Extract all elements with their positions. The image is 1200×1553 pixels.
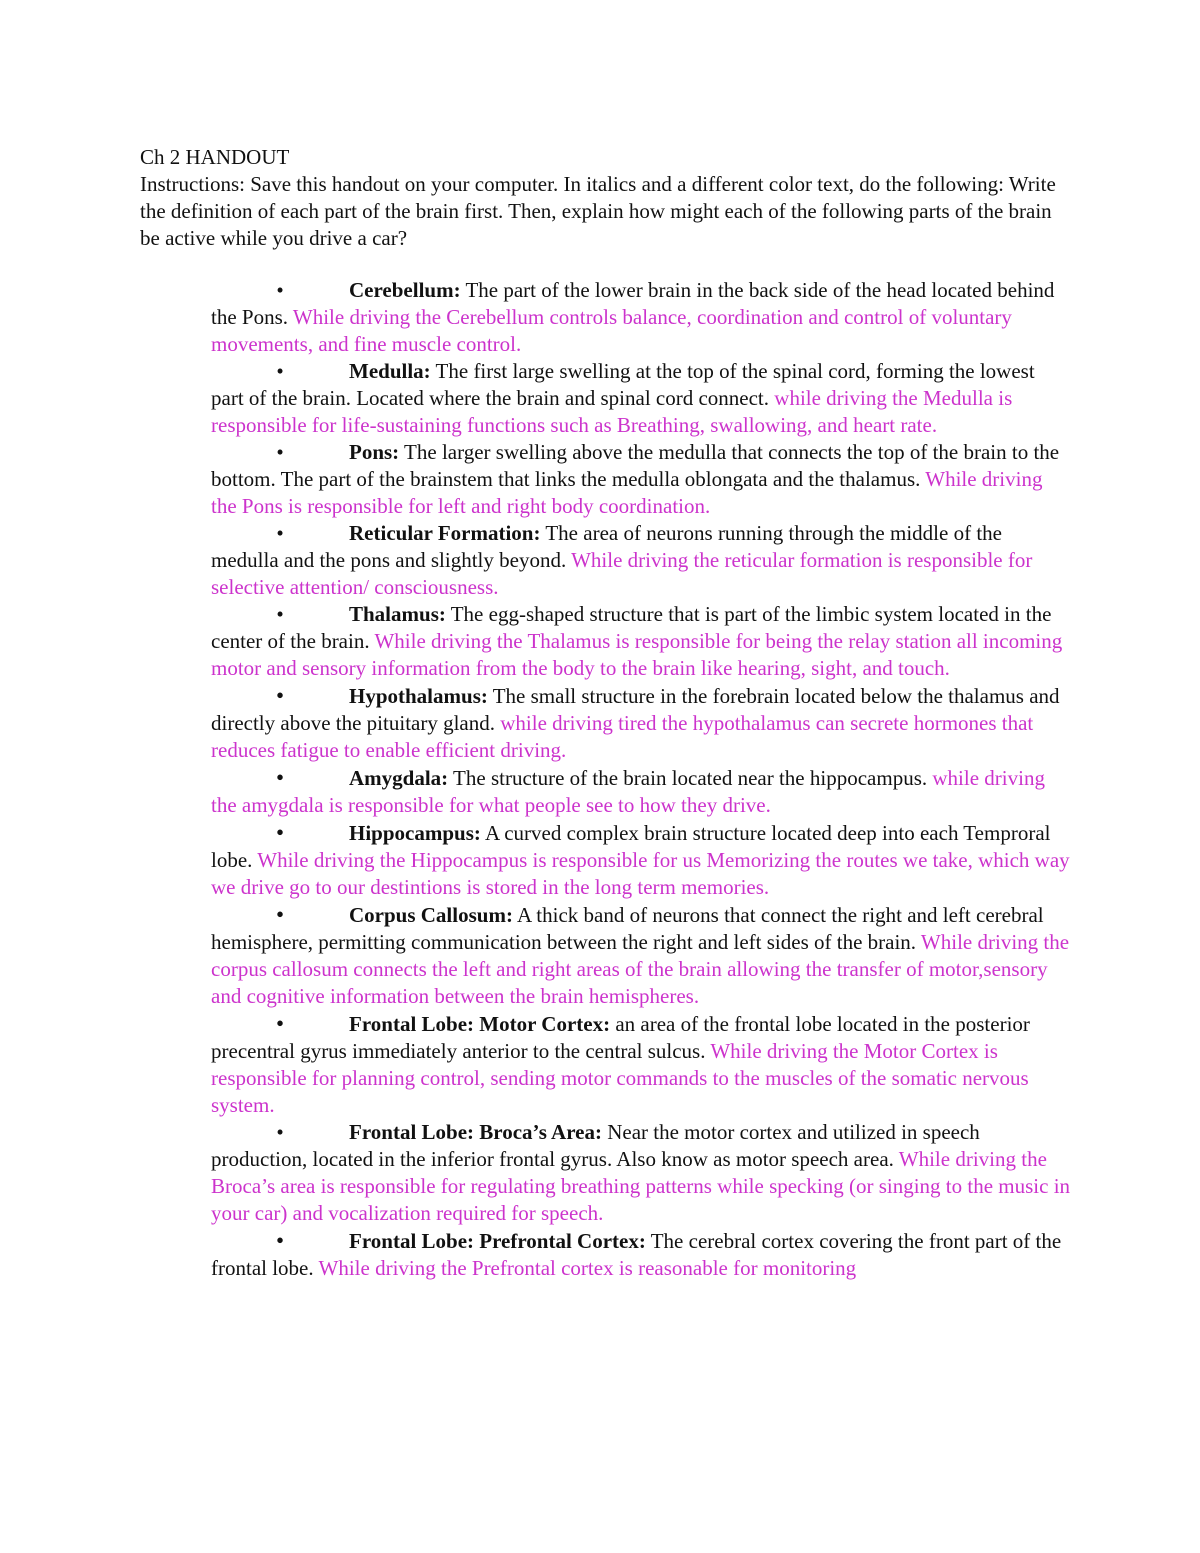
brain-part-definition: The cerebral cortex covering the front part of the frontal lobe. — [211, 1229, 1062, 1280]
driving-explanation: While driving the Thalamus is responsible for being the relay station all incoming motor and sensory information from the body to the brain like hearing, sight, and touch. — [211, 629, 1063, 680]
brain-part-term: Reticular Formation: — [349, 521, 541, 545]
bullet-icon: • — [276, 1120, 284, 1144]
driving-explanation: While driving the Cerebellum controls balance, coordination and control of voluntary movements, and fine muscle control. — [211, 305, 1012, 356]
driving-explanation: While driving the Broca’s area is responsible for regulating breathing patterns while specking (or singing to the music in your car) and vocalization required for speech. — [211, 1147, 1071, 1225]
driving-explanation: while driving tired the hypothalamus can secrete hormones that reduces fatigue to enable efficient driving. — [211, 711, 1034, 762]
driving-explanation: While driving the Motor Cortex is responsible for planning control, sending motor commands to the muscles of the somatic nervous system. — [211, 1039, 1029, 1117]
brain-part-term: Hypothalamus: — [349, 684, 488, 708]
brain-part-definition: A curved complex brain structure located deep into each Temproral lobe. — [211, 821, 1051, 872]
brain-part-definition: The part of the lower brain in the back side of the head located behind the Pons. — [211, 278, 1055, 329]
list-item — [211, 1119, 1071, 1227]
driving-explanation: While driving the reticular formation is responsible for selective attention/ consciousness. — [211, 548, 1033, 599]
driving-explanation: While driving the Prefrontal cortex is reasonable for monitoring — [313, 1256, 857, 1280]
bullet-icon: • — [275, 902, 285, 927]
brain-part-definition: The small structure in the forebrain located below the thalamus and directly above the pituitary gland. — [211, 684, 1060, 735]
list-item — [211, 1010, 1071, 1119]
brain-part-definition: The area of neurons running through the middle of the medulla and the pons and slightly beyond. — [211, 521, 1002, 572]
brain-part-term: Frontal Lobe: Prefrontal Cortex: — [349, 1229, 646, 1253]
brain-part-term: Medulla: — [349, 359, 431, 383]
brain-part-definition: The structure of the brain located near the hippocampus. — [448, 766, 928, 790]
bullet-icon: • — [276, 602, 284, 626]
driving-explanation: while driving the Medulla is responsible for life-sustaining functions such as Breathing, swallowing, and heart rate. — [211, 386, 1013, 437]
list-item — [211, 819, 1071, 901]
bullet-icon: • — [276, 278, 284, 302]
brain-part-definition: an area of the frontal lobe located in the posterior precentral gyrus immediately anterior to the central sulcus. — [211, 1012, 1030, 1063]
bullet-icon: • — [276, 521, 284, 545]
bullet-icon: • — [275, 1011, 285, 1036]
bullet-icon: • — [276, 359, 284, 383]
list-item — [211, 277, 1071, 358]
driving-explanation: while driving the amygdala is responsible for what people see to how they drive. — [211, 766, 1045, 817]
brain-part-definition: Near the motor cortex and utilized in speech production, located in the inferior frontal gyrus. Also know as motor speech area. — [211, 1120, 980, 1171]
brain-part-term: Hippocampus: — [349, 821, 481, 845]
brain-parts-list — [211, 277, 1071, 1282]
bullet-icon: • — [275, 765, 285, 790]
brain-part-term: Pons: — [349, 440, 400, 464]
list-item — [211, 601, 1071, 682]
brain-part-term: Cerebellum: — [349, 278, 461, 302]
handout-title: Ch 2 HANDOUT — [140, 145, 290, 169]
brain-part-definition: A thick band of neurons that connect the right and left cerebral hemisphere, permitting communication between the right and left sides of the brain. — [211, 903, 1044, 954]
brain-part-term: Frontal Lobe: Broca’s Area: — [349, 1120, 602, 1144]
handout-instructions: Instructions: Save this handout on your computer. In italics and a different color text, do the following: Write the definition of each part of the brain first. Then, explain how might each of the following parts of the brain be active while you drive a car? — [140, 172, 1056, 250]
list-item — [211, 1227, 1071, 1282]
bullet-icon: • — [276, 440, 284, 464]
brain-part-definition: The first large swelling at the top of the spinal cord, forming the lowest part of the brain. Located where the brain and spinal cord connect. — [211, 359, 1035, 410]
list-item — [211, 520, 1071, 601]
brain-part-term: Corpus Callosum: — [349, 903, 513, 927]
bullet-icon: • — [275, 820, 285, 845]
driving-explanation: While driving the Hippocampus is responsible for us Memorizing the routes we take, which way we drive go to our destintions is stored in the long term memories. — [211, 848, 1070, 899]
list-item — [211, 358, 1071, 439]
brain-part-term: Frontal Lobe: Motor Cortex: — [349, 1012, 611, 1036]
bullet-icon: • — [275, 1228, 285, 1253]
bullet-icon: • — [275, 683, 285, 708]
list-item — [211, 764, 1071, 819]
driving-explanation: While driving the Pons is responsible for left and right body coordination. — [211, 467, 1043, 518]
driving-explanation: While driving the corpus callosum connects the left and right areas of the brain allowing the transfer of motor,sensory and cognitive information between the brain hemispheres. — [211, 930, 1070, 1008]
list-item — [211, 682, 1071, 764]
list-item — [211, 901, 1071, 1010]
brain-part-definition: The larger swelling above the medulla that connects the top of the brain to the bottom. The part of the brainstem that links the medulla oblongata and the thalamus. — [211, 440, 1060, 491]
brain-part-term: Thalamus: — [349, 602, 446, 626]
list-item — [211, 439, 1071, 520]
brain-part-definition: The egg-shaped structure that is part of the limbic system located in the center of the brain. — [211, 602, 1052, 653]
handout-header — [140, 144, 1060, 252]
brain-part-term: Amygdala: — [349, 766, 449, 790]
